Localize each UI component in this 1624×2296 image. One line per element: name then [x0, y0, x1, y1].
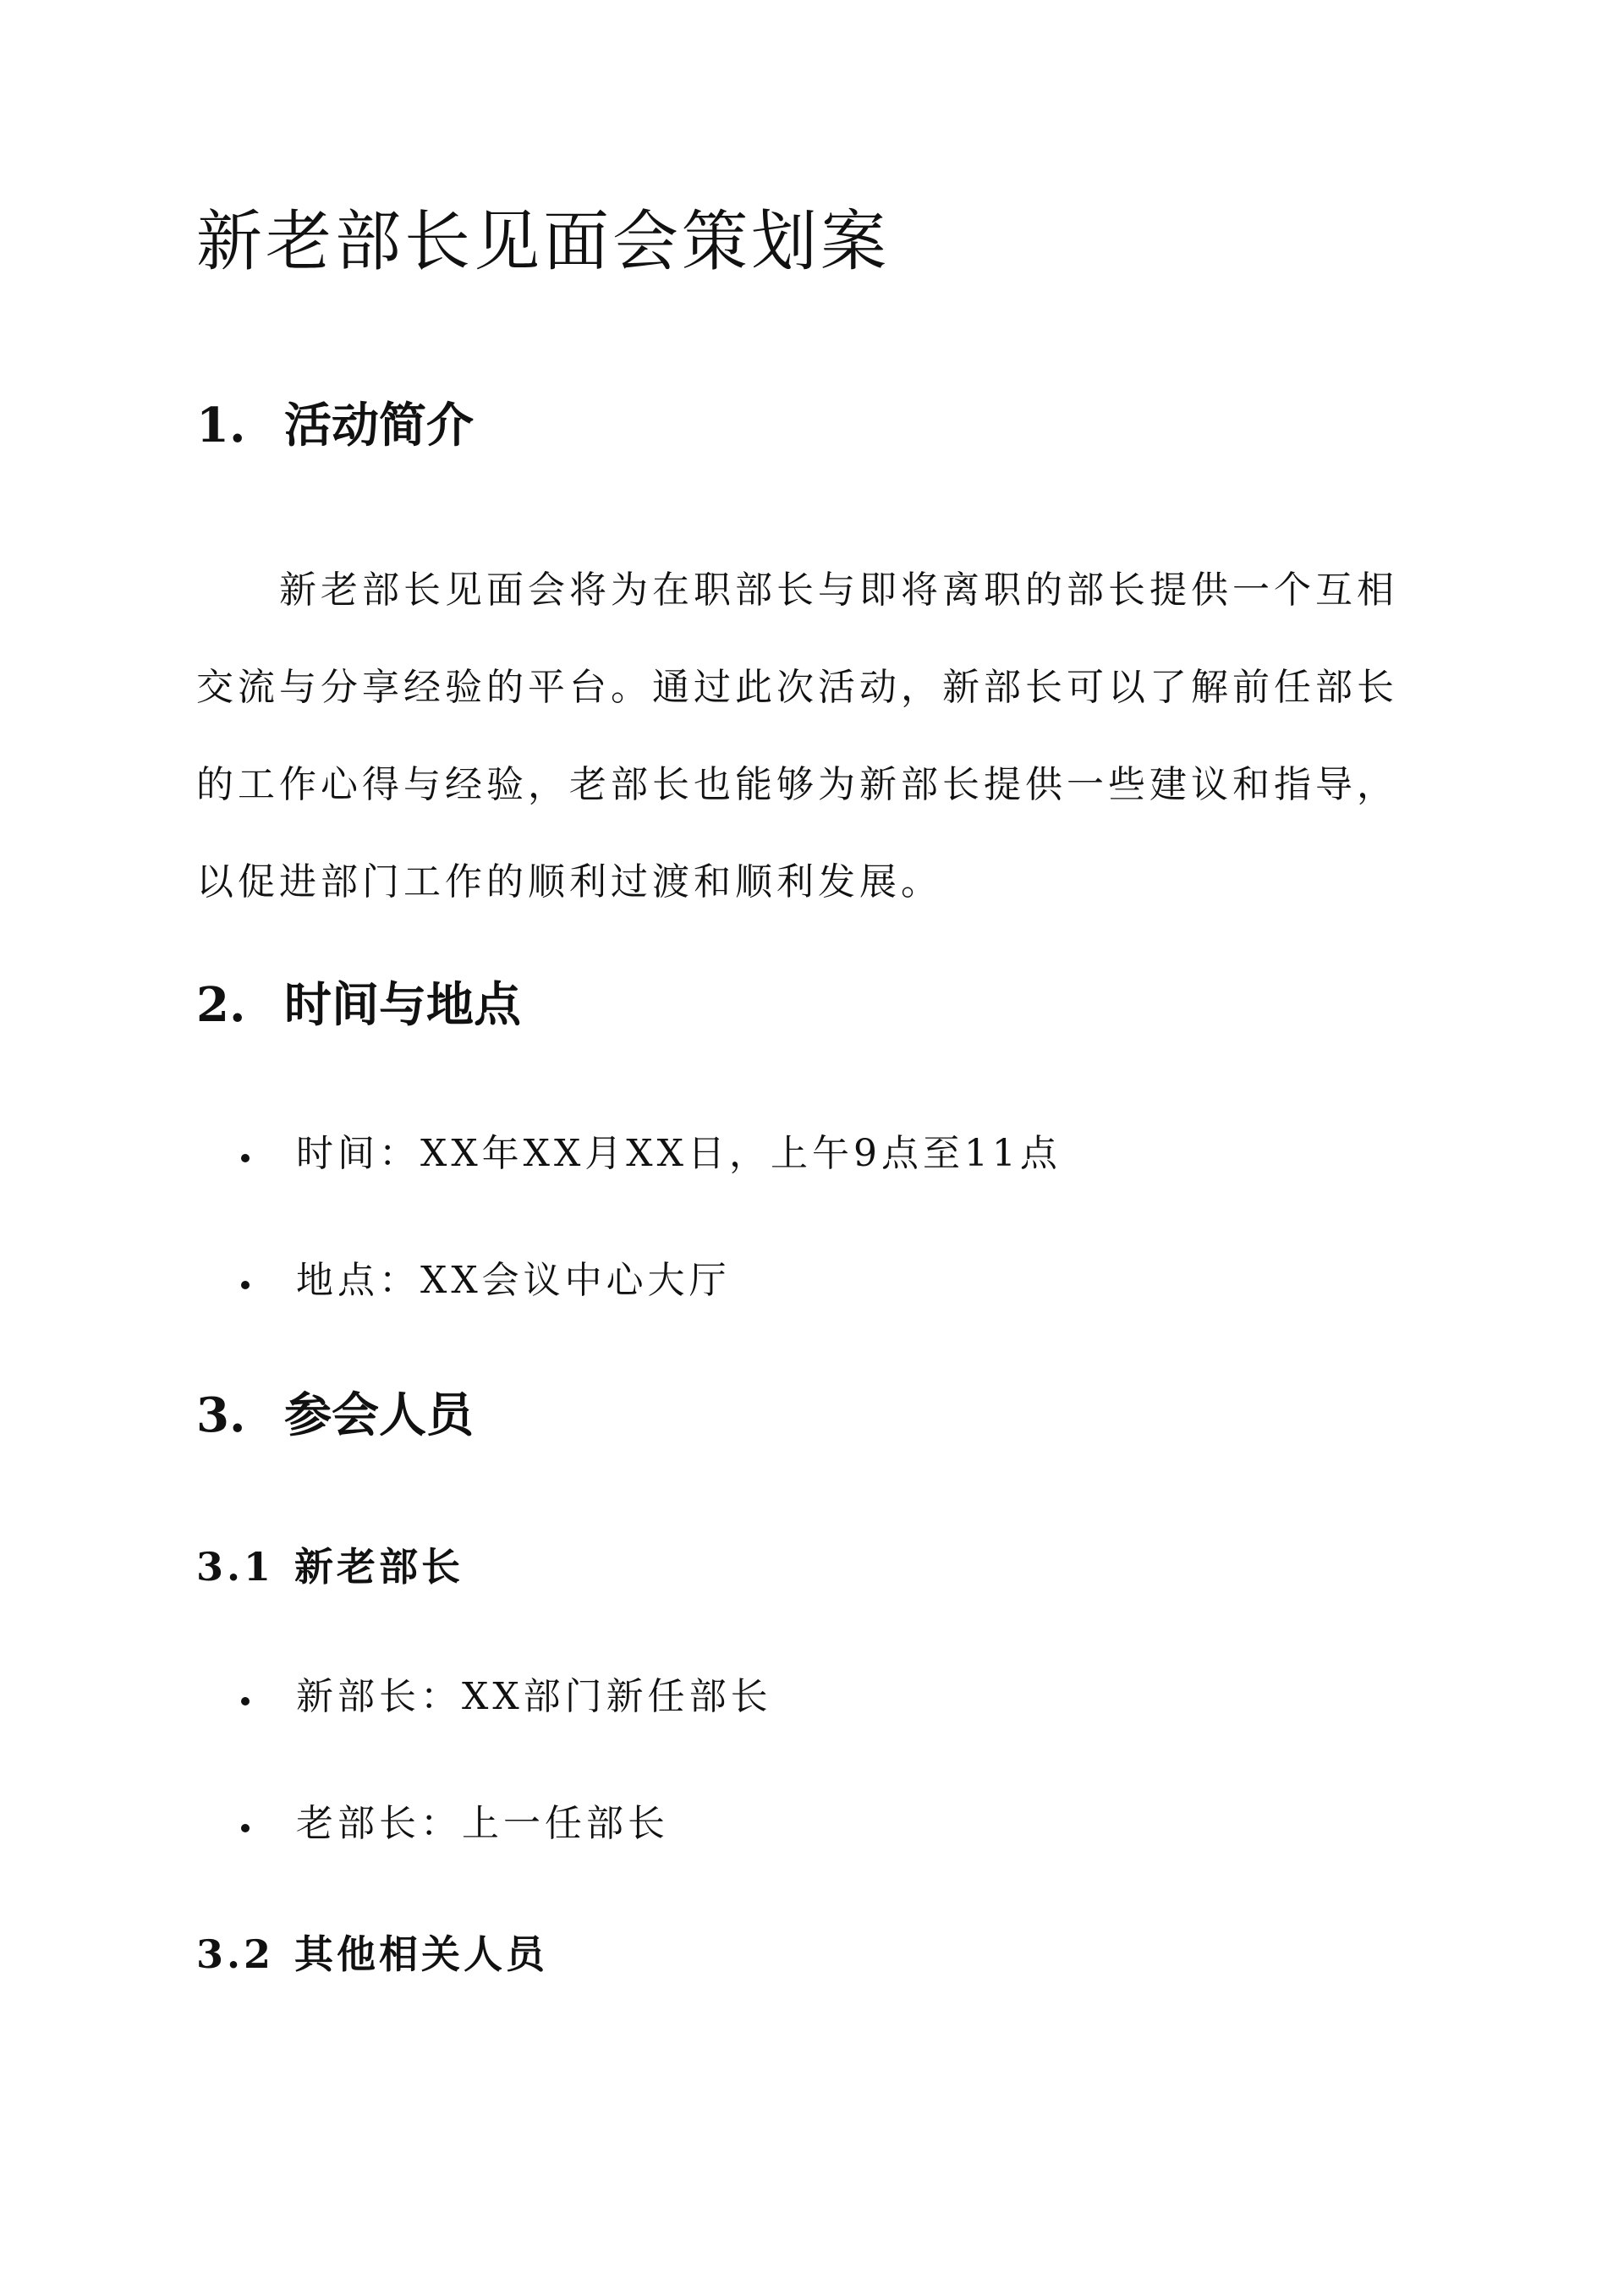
list-item-text: 新部长：XX部门新任部长	[296, 1675, 772, 1718]
section-title: 活动简介	[284, 398, 474, 453]
list-item-time	[247, 1132, 1062, 1177]
document-title: 新老部长见面会策划案	[196, 204, 891, 280]
section-title: 参会人员	[284, 1387, 474, 1443]
subsection-heading-ministers	[196, 1544, 464, 1590]
list-item-text: 老部长：上一任部长	[296, 1802, 669, 1845]
subsection-heading-others	[196, 1931, 548, 1978]
subsection-title: 新老部长	[294, 1544, 464, 1590]
list-item-text: 时间：XX年XX月XX日，上午9点至11点	[296, 1132, 1062, 1175]
subsection-title: 其他相关人员	[294, 1931, 548, 1977]
section-heading-time-place	[196, 977, 521, 1034]
bullet-icon	[241, 1824, 250, 1832]
intro-paragraph: 新老部长见面会将为在职部长与即将离职的部长提供一个互相交流与分享经验的平台。通过此次活动，新部长可以了解前任部长的工作心得与经验，老部长也能够为新部长提供一些建议和指导，以促进部门工作的顺利过渡和顺利发展。	[196, 569, 1398, 904]
section-number: 3.	[196, 1387, 246, 1443]
section-number: 2.	[196, 977, 246, 1033]
bullet-icon	[241, 1154, 250, 1162]
section-heading-intro	[196, 398, 474, 454]
list-item-new-minister	[247, 1675, 772, 1720]
section-number: 1.	[196, 398, 246, 453]
section-title: 时间与地点	[284, 977, 521, 1033]
bullet-icon	[241, 1697, 250, 1706]
subsection-number: 3.1	[196, 1544, 275, 1590]
section-heading-attendees	[196, 1387, 474, 1444]
subsection-number: 3.2	[196, 1931, 275, 1977]
bullet-icon	[241, 1281, 250, 1289]
list-item-place	[247, 1259, 731, 1304]
list-item-old-minister	[247, 1802, 669, 1847]
list-item-text: 地点：XX会议中心大厅	[296, 1259, 731, 1302]
